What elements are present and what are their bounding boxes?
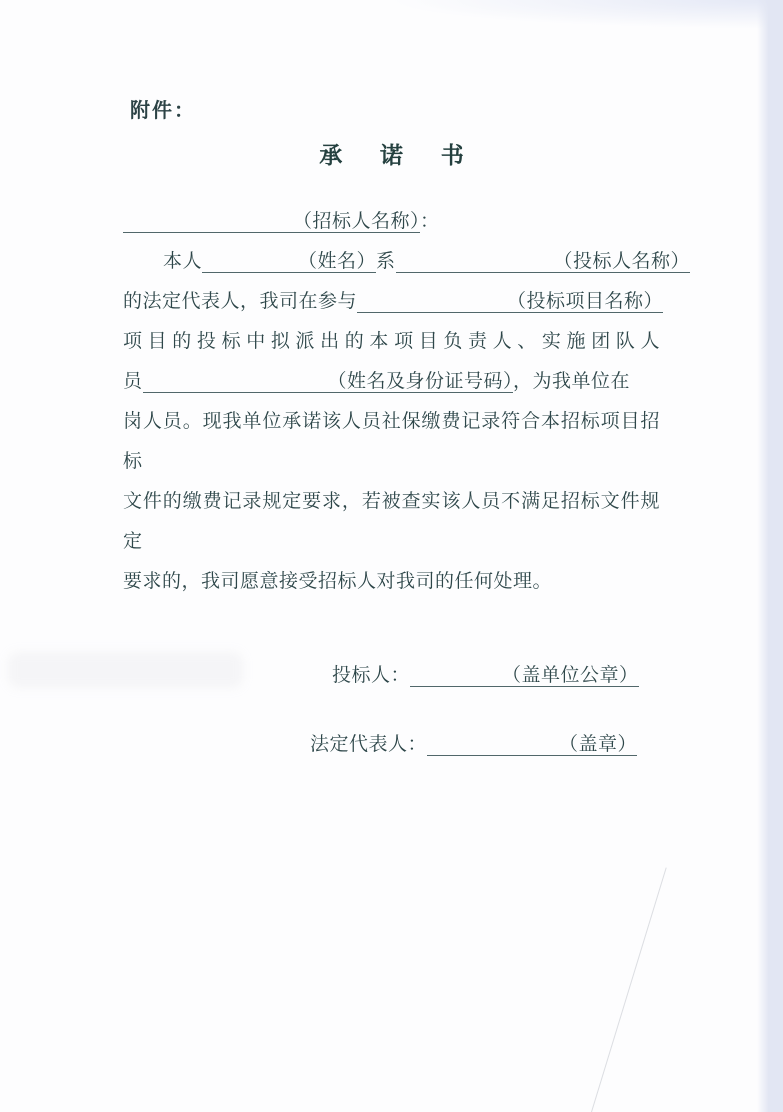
body-text: ，为我单位在: [513, 371, 631, 392]
body-line-7: 文件的缴费记录规定要求，若被查实该人员不满足招标文件规定: [123, 491, 660, 552]
legal-rep-signature-blank: [427, 748, 559, 750]
personnel-underline-group: [143, 371, 514, 393]
recipient-line: [123, 202, 660, 242]
salutation-colon: ：: [420, 211, 440, 232]
body-text: 系: [376, 251, 396, 272]
body-line-2: [123, 242, 691, 282]
body-text: 的法定代表人，我司在参与: [123, 291, 358, 312]
document-title: 承 诺 书: [319, 143, 480, 168]
body-line-6: 岗人员。现我单位承诺该人员社保缴费记录符合本招标项目招标: [123, 411, 660, 472]
ink-bleed-smudge: [8, 652, 243, 688]
recipient-name-placeholder: （招标人名称）: [293, 211, 421, 232]
bidder-name-underline-group: [396, 251, 691, 273]
scan-edge-shadow-top: [329, 0, 783, 40]
name-underline-group: [202, 251, 376, 273]
signature-legal-rep-row: [310, 729, 637, 756]
body-text: 本人: [163, 251, 203, 272]
bidder-signature-underline-group: [410, 665, 639, 687]
name-fill-blank: [202, 265, 298, 267]
body-line-5: [123, 362, 660, 402]
body-line-3: [123, 282, 664, 322]
project-name-underline-group: [357, 291, 663, 313]
project-name-placeholder: （投标项目名称）: [507, 291, 664, 312]
attachment-label: 附件：: [130, 100, 196, 122]
bidder-name-fill-blank: [396, 265, 554, 267]
project-name-fill-blank: [357, 305, 507, 307]
name-placeholder: （姓名）: [298, 251, 377, 272]
scan-edge-shadow-right: [757, 0, 783, 1112]
recipient-underline-group: [123, 211, 420, 233]
personnel-fill-blank: [143, 385, 328, 387]
signature-bidder-row: [332, 660, 639, 687]
paper-crease-line: [590, 867, 666, 1112]
body-text: 员: [123, 371, 143, 392]
legal-rep-signature-label: 法定代表人：: [310, 734, 428, 755]
bidder-seal-note: （盖单位公章）: [502, 665, 639, 686]
bidder-name-placeholder: （投标人名称）: [553, 251, 691, 272]
document-body: [123, 202, 691, 602]
bidder-signature-blank: [410, 679, 502, 681]
personnel-id-placeholder: （姓名及身份证号码）: [327, 371, 514, 392]
recipient-fill-blank: [123, 225, 293, 227]
legal-rep-seal-note: （盖章）: [559, 734, 638, 755]
legal-rep-signature-underline-group: [427, 734, 637, 756]
body-line-8: 要求的，我司愿意接受招标人对我司的任何处理。: [123, 571, 553, 592]
body-line-4: 项目的投标中拟派出的本项目负责人、实施团队人: [123, 331, 660, 352]
bidder-signature-label: 投标人：: [332, 665, 411, 686]
